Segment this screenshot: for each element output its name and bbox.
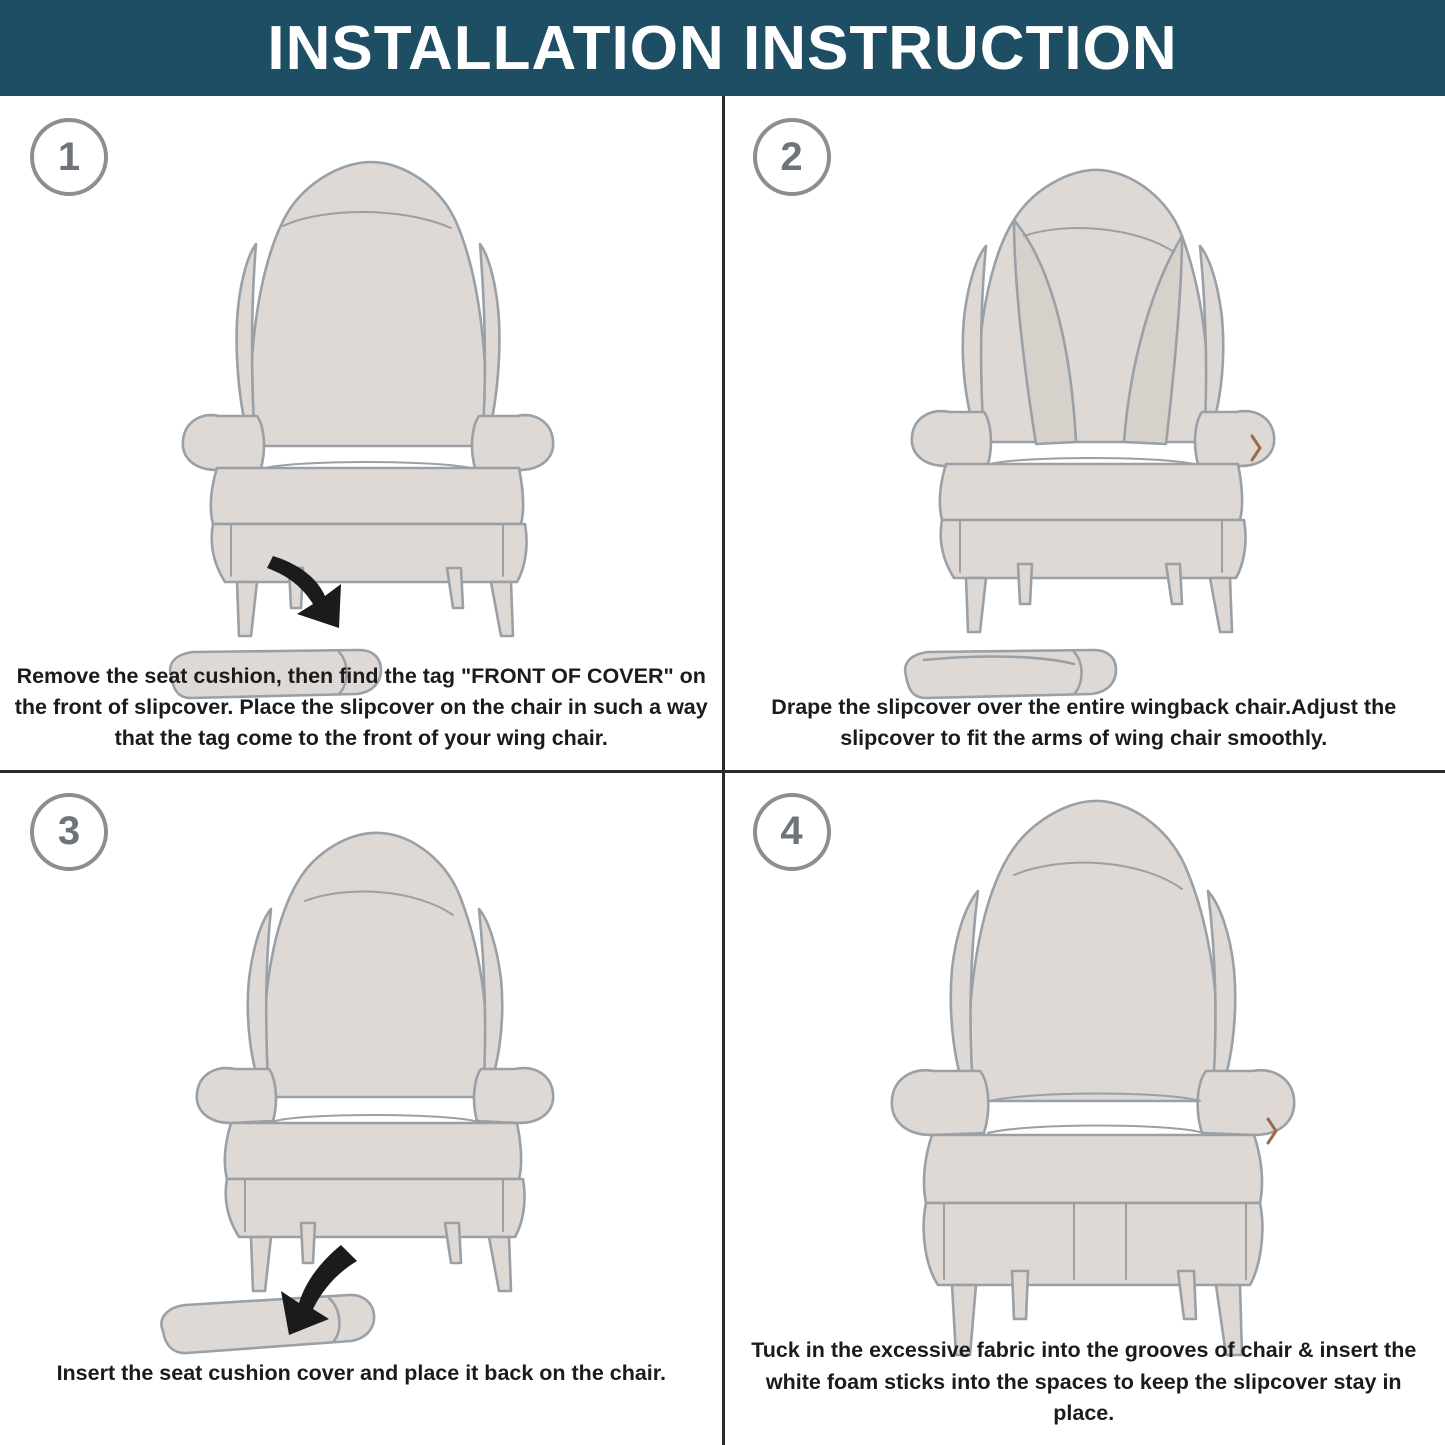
step-badge-3: 3 [30,793,108,871]
poster-header [0,0,1445,96]
wingback-chair-with-arrow-up-icon [51,791,671,1391]
step-illustration-3 [0,791,723,1391]
step-caption-1: Remove the seat cushion, then find the tag "FRONT OF COVER" on the front of slipcover. Place the slipcover on the chair in such a way that the tag come to the front of your wing chair. [14,663,708,751]
step-illustration-4 [723,781,1445,1381]
step-panel-3 [0,771,723,1445]
wingback-chair-with-arrow-down-icon [51,116,671,716]
step-badge-2: 2 [753,118,831,196]
wingback-chair-draped-slipcover-icon [774,116,1394,716]
step-badge-1: 1 [30,118,108,196]
step-caption-2: Drape the slipcover over the entire wingback chair.Adjust the slipcover to fit the arms of wing chair smoothly. [771,695,1397,751]
step-panel-4 [723,771,1445,1445]
step-caption-3: Insert the seat cushion cover and place it back on the chair. [56,1360,666,1385]
step-panel-1 [0,96,723,771]
step-caption-4: Tuck in the excessive fabric into the grooves of chair & insert the white foam sticks into the spaces to keep the slipcover stay in place. [751,1338,1417,1425]
step-badge-4: 4 [753,793,831,871]
wingback-chair-finished-icon [774,771,1394,1391]
page-title: INSTALLATION INSTRUCTION [267,13,1178,83]
step-illustration-1 [0,106,723,726]
step-illustration-2 [723,106,1445,726]
steps-grid [0,96,1445,1445]
step-panel-2 [723,96,1445,771]
